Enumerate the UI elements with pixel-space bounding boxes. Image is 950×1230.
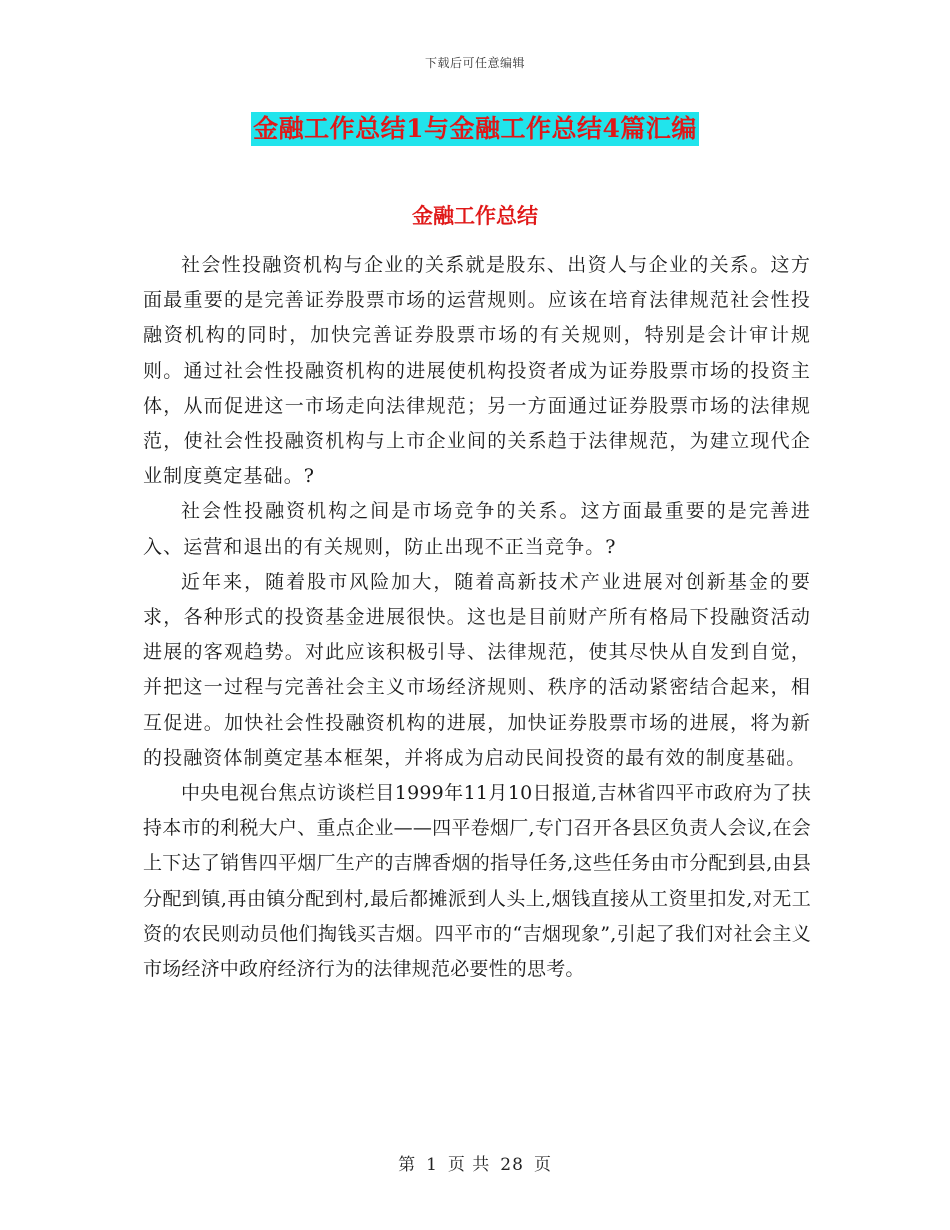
paragraph-2: 社会性投融资机构之间是市场竞争的关系。这方面最重要的是完善进入、运营和退出的有关规则，防止出现不正当竞争。? xyxy=(143,500,811,558)
document-body xyxy=(143,248,811,987)
header-note: 下载后可任意编辑 xyxy=(424,56,525,70)
footer-total-pages: 28 xyxy=(500,1155,524,1175)
document-title-container xyxy=(0,112,950,146)
paragraph-4: 中央电视台焦点访谈栏目1999年11月10日报道,吉林省四平市政府为了扶持本市的利税大户、重点企业——四平卷烟厂,专门召开各县区负责人会议,在会上下达了销售四平烟厂生产的吉牌香烟的指导任务,这些任务由市分配到县,由县分配到镇,再由镇分配到村,最后都摊派到人头上,烟钱直接从工资里扣发,对无工资的农民则动员他们掏钱买吉烟。四平市的“吉烟现象”,引起了我们对社会主义市场经济中政府经济行为的法律规范必要性的思考。 xyxy=(143,782,811,981)
footer-page-number: 1 xyxy=(426,1155,438,1175)
paragraph-3: 近年来，随着股市风险加大，随着高新技术产业进展对创新基金的要求，各种形式的投资基金进展很快。这也是目前财产所有格局下投融资活动进展的客观趋势。对此应该积极引导、法律规范，使其尽快从自发到自觉，并把这一过程与完善社会主义市场经济规则、秩序的活动紧密结合起来，相互促进。加快社会性投融资机构的进展，加快证券股票市场的进展，将为新的投融资体制奠定基本框架，并将成为启动民间投资的最有效的制度基础。 xyxy=(143,570,811,769)
paragraph-1: 社会性投融资机构与企业的关系就是股东、出资人与企业的关系。这方面最重要的是完善证券股票市场的运营规则。应该在培育法律规范社会性投融资机构的同时，加快完善证券股票市场的有关规则，特别是会计审计规则。通过社会性投融资机构的进展使机构投资者成为证券股票市场的投资主体，从而促进这一市场走向法律规范；另一方面通过证券股票市场的法律规范，使社会性投融资机构与上市企业间的关系趋于法律规范，为建立现代企业制度奠定基础。? xyxy=(143,254,811,488)
footer-suffix: 页 xyxy=(533,1155,552,1175)
footer-mid: 页 共 xyxy=(447,1155,491,1175)
footer-prefix: 第 xyxy=(398,1155,417,1175)
document-title: 金融工作总结1与金融工作总结4篇汇编 xyxy=(251,112,699,146)
section-title: 金融工作总结 xyxy=(412,203,538,228)
page-footer xyxy=(0,1150,950,1175)
